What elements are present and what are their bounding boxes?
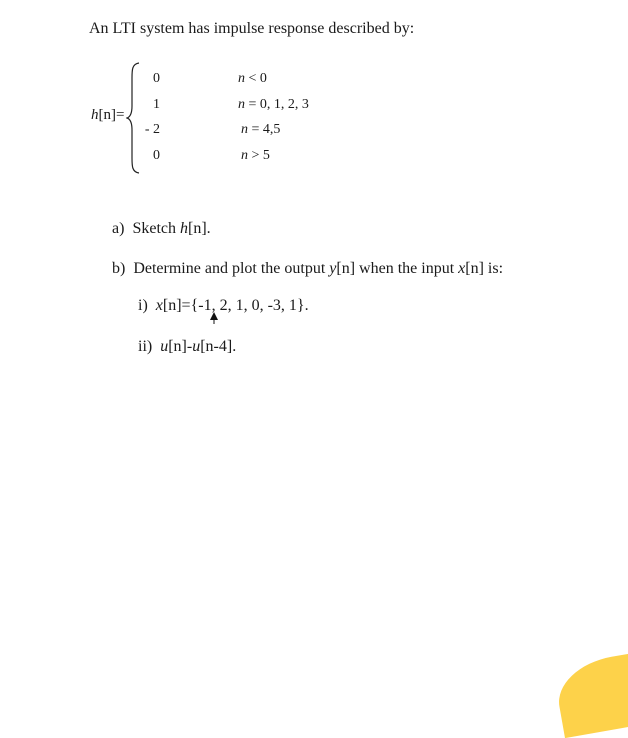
case-value-2: 1	[153, 97, 160, 112]
part-b-ii-u2-arg: [n-4].	[200, 338, 237, 355]
part-b-x-arg: [n]	[465, 260, 484, 277]
case-condition-1	[238, 71, 267, 87]
part-a	[112, 220, 211, 238]
sequence-open: ={-	[181, 297, 204, 314]
equals-sign: =	[116, 107, 125, 123]
cond-variable: n	[238, 97, 245, 112]
cond-text: = 4,5	[248, 122, 281, 137]
cond-text: > 5	[248, 148, 270, 163]
case-value-4: 0	[153, 148, 160, 163]
case-value-1: 0	[153, 71, 160, 86]
part-a-arg: [n].	[187, 220, 211, 237]
part-b-i-x: x	[155, 297, 163, 314]
part-b-mid: when the input	[355, 260, 459, 277]
origin-arrow-icon	[209, 311, 219, 325]
cond-variable: n	[241, 122, 248, 137]
part-b-x: x	[458, 260, 466, 277]
part-b-y: y	[329, 260, 337, 277]
part-b-ii-u2: u	[192, 338, 201, 355]
part-b	[112, 260, 503, 278]
cond-text: < 0	[245, 71, 267, 86]
part-b-y-arg: [n]	[336, 260, 356, 277]
part-a-text: Sketch	[132, 220, 180, 237]
part-b-label: b)	[112, 260, 126, 277]
case-condition-4	[241, 148, 270, 164]
hn-function-name: h	[91, 107, 99, 123]
part-b-ii-u1: u	[160, 338, 169, 355]
sequence-origin-sample: 1	[203, 297, 212, 314]
part-b-i	[138, 297, 309, 315]
part-b-ii-u1-arg: [n]-	[168, 338, 193, 355]
corner-highlight-shape	[553, 650, 628, 738]
part-b-ii-label: ii)	[138, 338, 153, 355]
part-b-end: is:	[483, 260, 504, 277]
case-condition-2	[238, 97, 309, 113]
cond-text: = 0, 1, 2, 3	[245, 97, 309, 112]
sequence-rest: , 2, 1, 0, -3, 1}.	[211, 297, 309, 314]
part-b-i-label: i)	[138, 297, 148, 314]
cond-variable: n	[241, 148, 248, 163]
part-a-label: a)	[112, 220, 125, 237]
problem-statement: An LTI system has impulse response described by:	[89, 20, 415, 37]
part-b-ii	[138, 338, 236, 356]
case-value-3: - 2	[144, 122, 160, 137]
part-a-fn: h	[179, 220, 188, 237]
part-b-text: Determine and plot the output	[133, 260, 330, 277]
cond-variable: n	[238, 71, 245, 86]
part-b-i-x-arg: [n]	[162, 297, 182, 314]
case-condition-3	[241, 122, 280, 138]
hn-argument: [n]	[98, 107, 116, 123]
